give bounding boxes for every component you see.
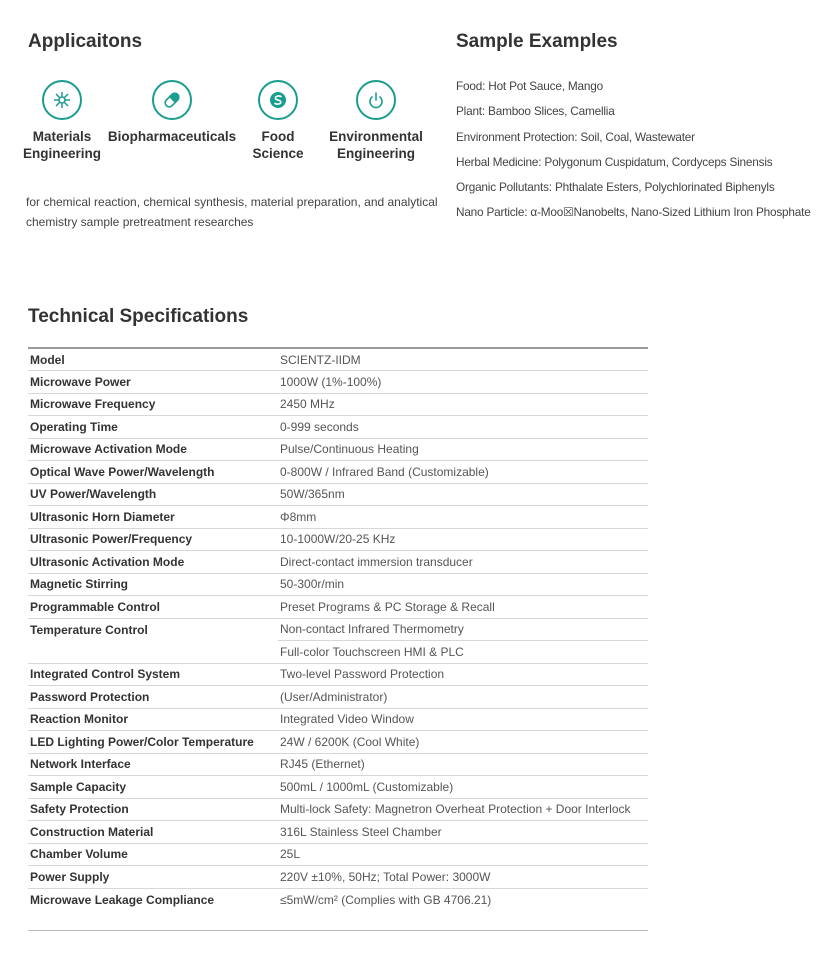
- table-row: [28, 821, 648, 844]
- app-label: Food Science: [252, 129, 304, 161]
- table-row: [28, 753, 648, 776]
- table-row: [28, 776, 648, 799]
- capsule-icon: [152, 80, 192, 120]
- spec-key: Magnetic Stirring: [28, 573, 278, 596]
- list-item: Environment Protection: Soil, Coal, Wastewater: [456, 129, 695, 144]
- list-item: Food: Hot Pot Sauce, Mango: [456, 79, 603, 93]
- table-row: [28, 843, 648, 866]
- spec-value: 50-300r/min: [278, 573, 648, 596]
- spec-key: Microwave Frequency: [28, 393, 278, 416]
- power-icon: [356, 80, 396, 120]
- table-row: [28, 686, 648, 709]
- list-item: Plant: Bamboo Slices, Camellia: [456, 104, 615, 119]
- table-row: [28, 708, 648, 731]
- spec-key: Microwave Leakage Compliance: [30, 892, 215, 907]
- table-row: [28, 371, 648, 394]
- app-label: Environmental Engineering: [329, 129, 423, 161]
- spec-key: Network Interface: [28, 753, 278, 776]
- table-row: [28, 416, 648, 439]
- list-item: Organic Pollutants: Phthalate Esters, Polychlorinated Biphenyls: [456, 180, 775, 195]
- spec-value: 500mL / 1000mL (Customizable): [278, 776, 648, 799]
- specs-table: [28, 347, 648, 911]
- spec-value: Preset Programs & PC Storage & Recall: [278, 596, 648, 619]
- table-row: [28, 596, 648, 619]
- spec-value: Integrated Video Window: [278, 708, 648, 731]
- spec-value: 0-999 seconds: [278, 416, 648, 439]
- table-row: [28, 798, 648, 821]
- spec-value: 25L: [278, 843, 648, 866]
- spec-value: ≤5mW/cm² (Complies with GB 4706.21): [280, 892, 492, 907]
- spec-key: UV Power/Wavelength: [28, 483, 278, 506]
- spec-value: 316L Stainless Steel Chamber: [278, 821, 648, 844]
- spec-key: LED Lighting Power/Color Temperature: [28, 731, 278, 754]
- bottom-divider: [28, 930, 648, 931]
- spec-value: 10-1000W/20-25 KHz: [278, 528, 648, 551]
- spec-key: Microwave Power: [28, 371, 278, 394]
- spec-value: 50W/365nm: [278, 483, 648, 506]
- list-item: Nano Particle: α-Moo☒Nanobelts, Nano-Sized Lithium Iron Phosphate: [456, 205, 811, 220]
- table-row: [28, 438, 648, 461]
- spec-value: 1000W (1%-100%): [278, 371, 648, 394]
- spec-key: Integrated Control System: [28, 663, 278, 686]
- app-label: Biopharmaceuticals: [107, 129, 237, 144]
- spec-value: 2450 MHz: [278, 393, 648, 416]
- table-row: [28, 393, 648, 416]
- spec-value: (User/Administrator): [278, 686, 648, 709]
- list-item: Herbal Medicine: Polygonum Cuspidatum, Cordyceps Sinensis: [456, 154, 773, 169]
- spec-key: Model: [28, 348, 278, 371]
- table-row: [28, 731, 648, 754]
- specs-title: Technical Specifications: [28, 306, 249, 327]
- spec-value: Pulse/Continuous Heating: [278, 438, 648, 461]
- table-row: [28, 641, 648, 664]
- spec-value: Full-color Touchscreen HMI & PLC: [278, 641, 648, 664]
- molecule-icon: [42, 80, 82, 120]
- food-icon: [258, 80, 298, 120]
- samples-title: Sample Examples: [456, 31, 618, 52]
- spec-key: Construction Material: [28, 821, 278, 844]
- app-environmental-engineering: [306, 80, 446, 162]
- table-row: [28, 663, 648, 686]
- table-row: [28, 483, 648, 506]
- applications-title: Applicaitons: [28, 31, 143, 52]
- table-row: [28, 506, 648, 529]
- spec-key: Safety Protection: [28, 798, 278, 821]
- spec-value: 220V ±10%, 50Hz; Total Power: 3000W: [278, 866, 648, 889]
- spec-key: Chamber Volume: [28, 843, 278, 866]
- spec-value: Direct-contact immersion transducer: [278, 551, 648, 574]
- spec-key: [28, 641, 278, 664]
- spec-value: 0-800W / Infrared Band (Customizable): [278, 461, 648, 484]
- table-row: [28, 461, 648, 484]
- table-row: [28, 348, 648, 371]
- table-row: [28, 618, 648, 641]
- table-row: [28, 551, 648, 574]
- app-label: Materials Engineering: [22, 129, 101, 161]
- spec-key: Reaction Monitor: [28, 708, 278, 731]
- spec-key: Optical Wave Power/Wavelength: [28, 461, 278, 484]
- applications-description: for chemical reaction, chemical synthesis, material preparation, and analytical chemistry sample pretreatment researches: [26, 195, 438, 229]
- spec-key: Power Supply: [28, 866, 278, 889]
- table-row: [28, 888, 648, 911]
- spec-key: Programmable Control: [28, 596, 278, 619]
- spec-key: Ultrasonic Horn Diameter: [28, 506, 278, 529]
- spec-value: Multi-lock Safety: Magnetron Overheat Protection + Door Interlock: [278, 798, 648, 821]
- application-icons: [22, 80, 436, 170]
- spec-value: RJ45 (Ethernet): [278, 753, 648, 776]
- spec-key: Password Protection: [28, 686, 278, 709]
- spec-key: Microwave Activation Mode: [28, 438, 278, 461]
- spec-value: 24W / 6200K (Cool White): [278, 731, 648, 754]
- spec-value: Two-level Password Protection: [278, 663, 648, 686]
- spec-key: Ultrasonic Power/Frequency: [28, 528, 278, 551]
- spec-value: Non-contact Infrared Thermometry: [278, 618, 648, 641]
- spec-value: Φ8mm: [278, 506, 648, 529]
- spec-key: Sample Capacity: [28, 776, 278, 799]
- table-row: [28, 866, 648, 889]
- table-row: [28, 528, 648, 551]
- spec-value: SCIENTZ-IIDM: [278, 348, 648, 371]
- spec-key: Ultrasonic Activation Mode: [28, 551, 278, 574]
- sample-examples-list: [456, 78, 826, 230]
- spec-key: Temperature Control: [30, 622, 148, 637]
- table-row: [28, 573, 648, 596]
- spec-key: Operating Time: [28, 416, 278, 439]
